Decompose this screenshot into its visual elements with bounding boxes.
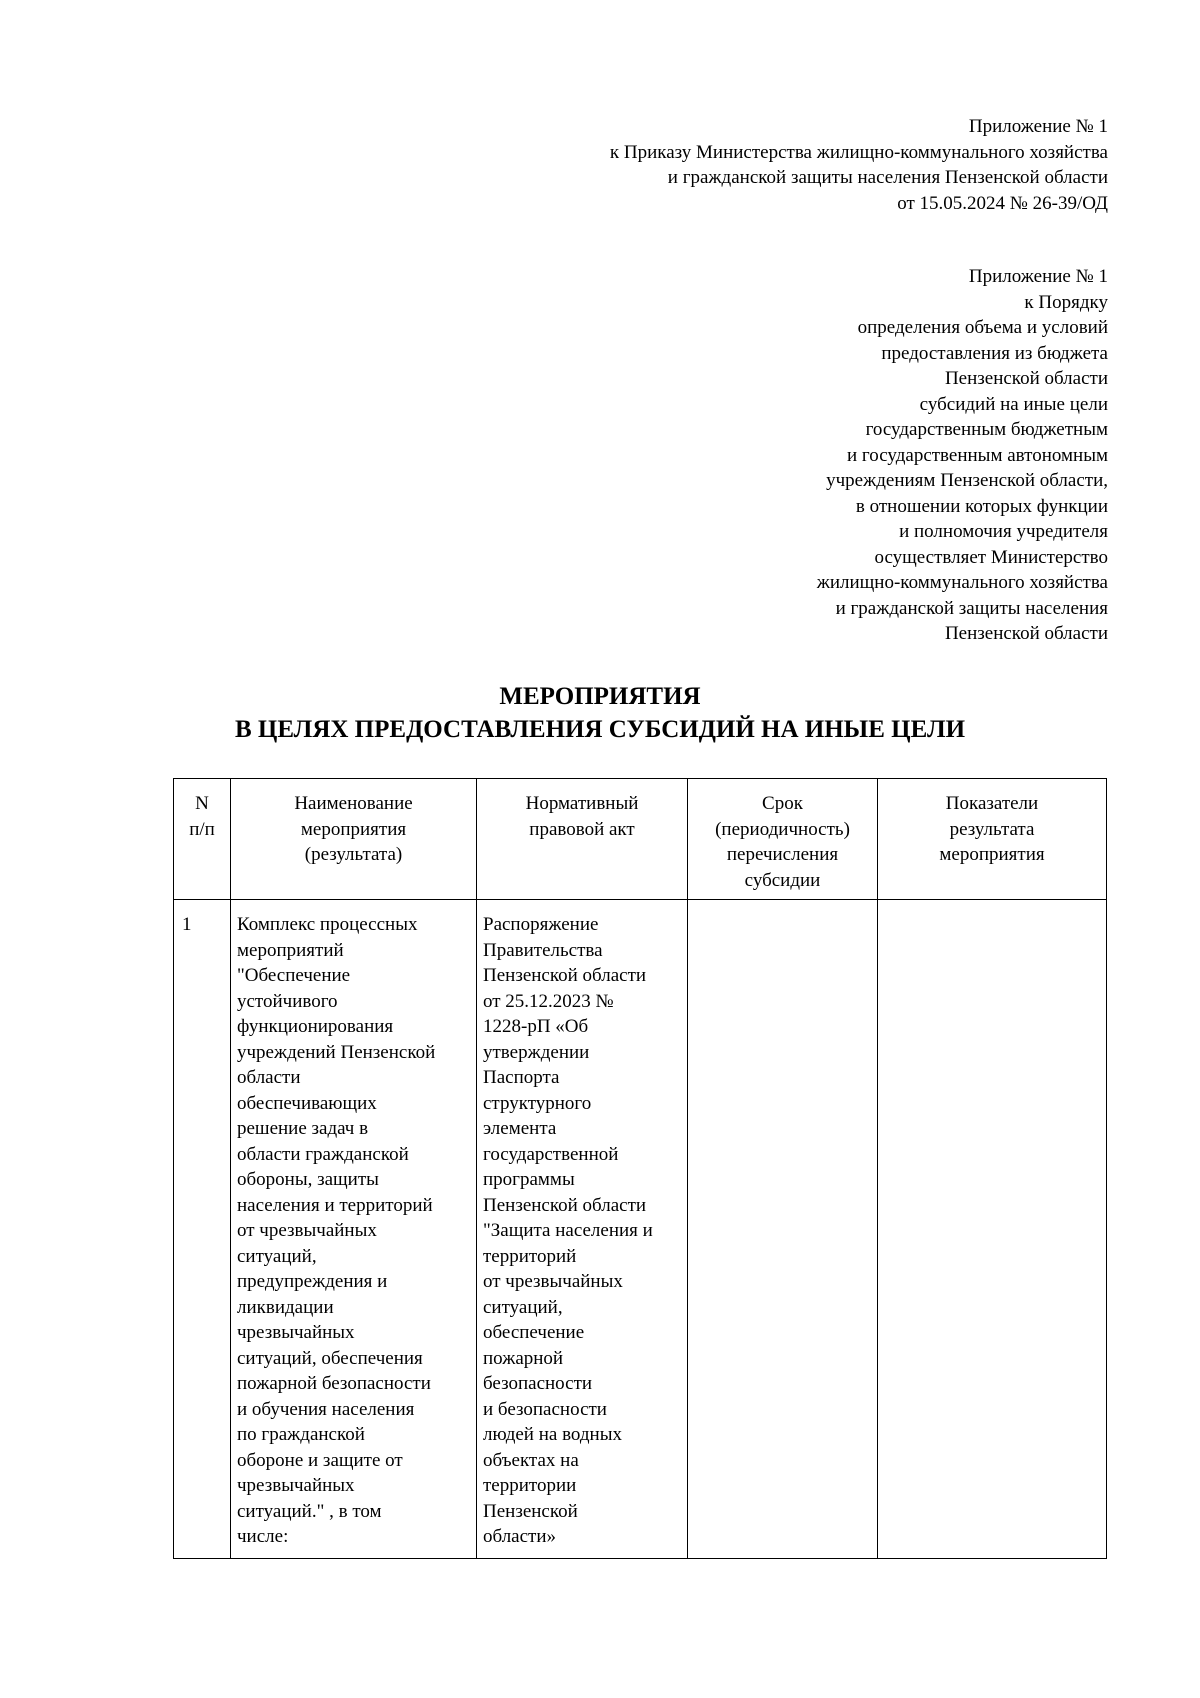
cell-act: Распоряжение Правительства Пензенской области от 25.12.2023 № 1228-рП «Об утверждении Паспорта структурного элемента государственной программы Пензенской области "Защита населения и территорий от чрезвычайных ситуаций, обеспечение пожарной безопасности и безопасности людей на водных объектах на территории Пензенской области»	[477, 900, 688, 1559]
header-line: учреждениям Пензенской области,	[826, 470, 1108, 491]
column-header-indicators: Показатели результата мероприятия	[878, 779, 1107, 900]
header-line: жилищно-коммунального хозяйства	[816, 572, 1108, 593]
column-header-act: Нормативный правовой акт	[477, 779, 688, 900]
header-line: Приложение № 1	[968, 116, 1108, 137]
order-attachment-header	[610, 114, 1108, 216]
header-line: Пензенской области	[944, 623, 1108, 644]
header-line: предоставления из бюджета	[881, 342, 1108, 364]
header-line: государственным бюджетным	[865, 419, 1108, 440]
measures-table	[173, 778, 1107, 1559]
procedure-attachment-header	[817, 264, 1108, 647]
cell-indicators	[878, 900, 1107, 1559]
header-line: от 15.05.2024 № 26-39/ОД	[897, 192, 1108, 214]
header-line: и гражданской защиты населения	[835, 597, 1108, 619]
cell-name: Комплекс процессных мероприятий "Обеспечение устойчивого функционирования учреждений Пензенской области обеспечивающих решение задач в области гражданской обороны, защиты населения и территорий от чрезвычайных ситуаций, предупреждения и ликвидации чрезвычайных ситуаций, обеспечения пожарной безопасности и обучения населения по гражданской обороне и защите от чрезвычайных ситуаций." , в том числе:	[231, 900, 477, 1559]
header-line: Приложение № 1	[968, 266, 1108, 287]
header-line: и государственным автономным	[847, 444, 1108, 466]
header-line: Пензенской области	[944, 368, 1108, 389]
title-line-1: МЕРОПРИЯТИЯ	[499, 683, 701, 710]
title-line-2: В ЦЕЛЯХ ПРЕДОСТАВЛЕНИЯ СУБСИДИЙ НА ИНЫЕ ЦЕЛИ	[234, 716, 966, 743]
header-line: в отношении которых функции	[855, 495, 1108, 517]
cell-number: 1	[174, 900, 231, 1559]
header-line: к Порядку	[1024, 291, 1108, 313]
column-header-name: Наименование мероприятия (результата)	[231, 779, 477, 900]
header-line: субсидий на иные цели	[919, 393, 1108, 415]
header-line: к Приказу Министерства жилищно-коммунального хозяйства	[609, 141, 1108, 163]
header-line: осуществляет Министерство	[874, 546, 1108, 568]
header-line: и гражданской защиты населения Пензенской области	[667, 167, 1108, 188]
table-row	[174, 900, 1107, 1559]
table-header-row	[174, 779, 1107, 900]
column-header-term: Срок (периодичность) перечисления субсидии	[688, 779, 878, 900]
header-line: и полномочия учредителя	[899, 521, 1108, 542]
column-header-number: N п/п	[174, 779, 231, 900]
document-title	[0, 680, 1200, 746]
header-line: определения объема и условий	[857, 317, 1108, 338]
cell-term	[688, 900, 878, 1559]
